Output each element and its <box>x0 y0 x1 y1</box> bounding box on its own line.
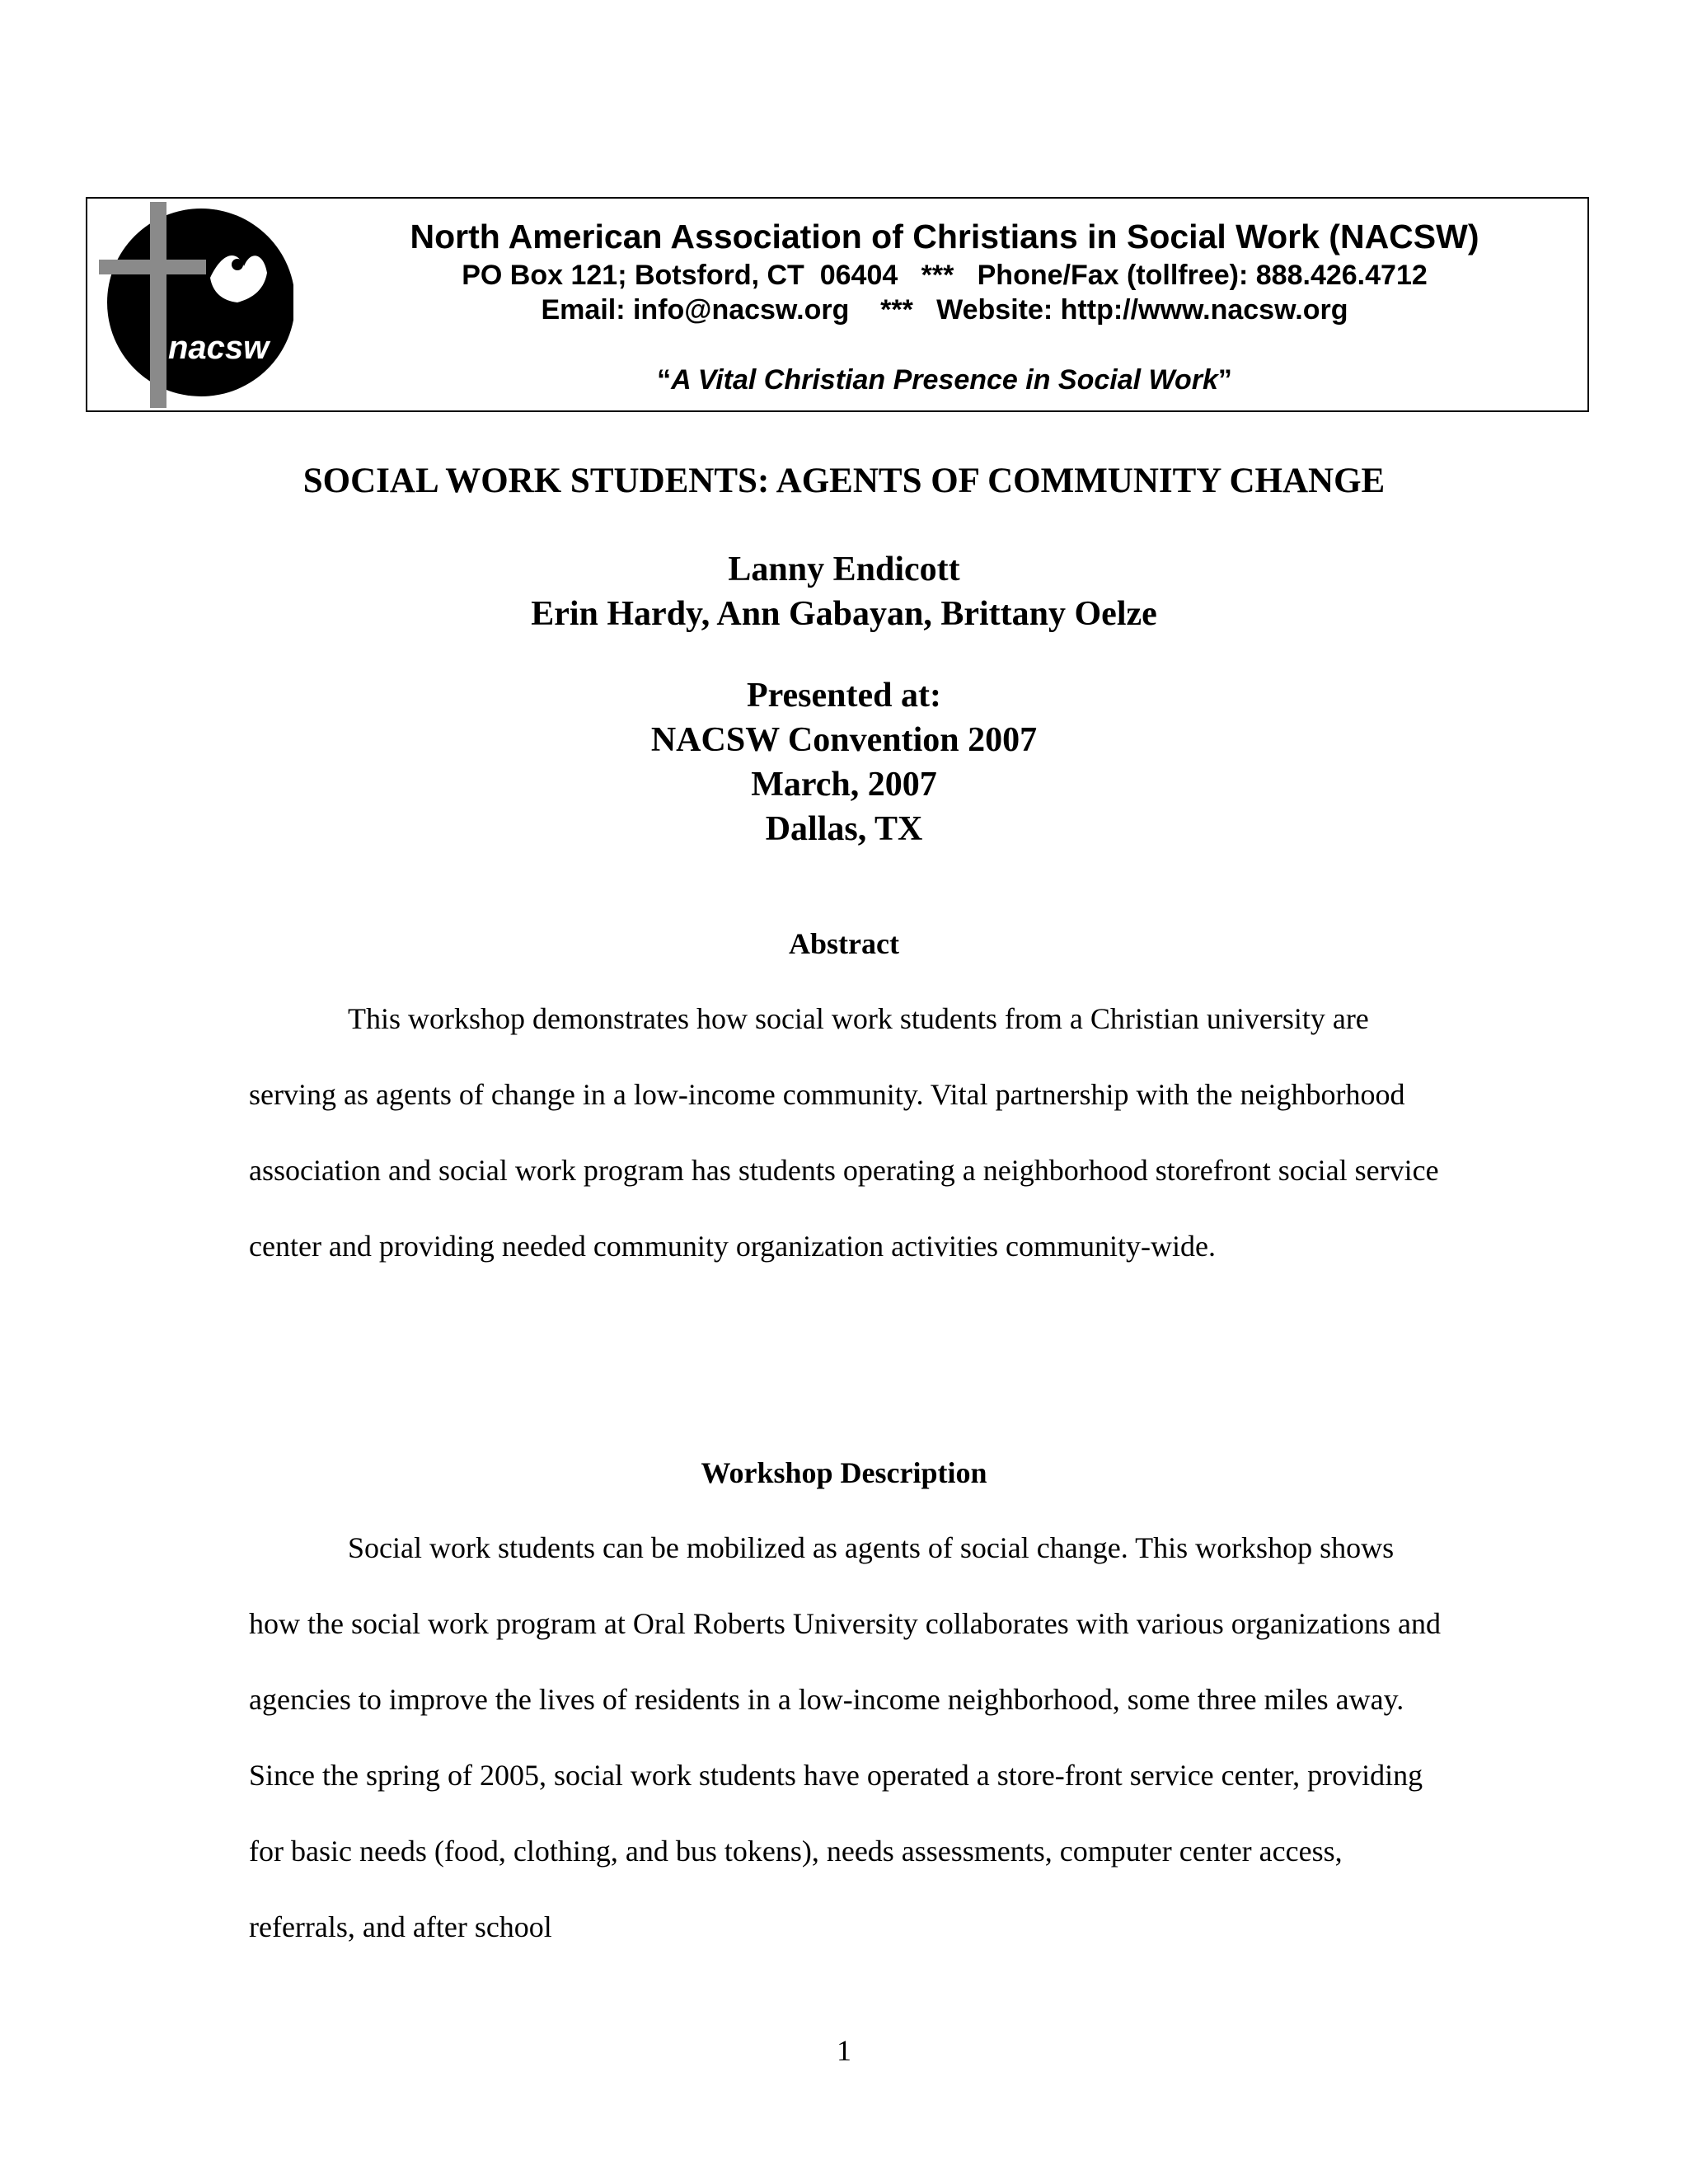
presentation-venue: NACSW Convention 2007 <box>650 721 1038 759</box>
motto-text: A Vital Christian Presence in Social Work <box>671 364 1218 396</box>
org-email-website: Email: info@nacsw.org *** Website: http://www.nacsw.org <box>541 294 1348 326</box>
abstract-heading: Abstract <box>789 927 899 960</box>
logo-wordmark: nacsw <box>168 330 270 366</box>
presented-label: Presented at: <box>747 677 941 715</box>
authors-secondary: Erin Hardy, Ann Gabayan, Brittany Oelze <box>531 595 1157 633</box>
org-info <box>302 199 1587 410</box>
document-title: SOCIAL WORK STUDENTS: AGENTS OF COMMUNITY CHANGE <box>302 462 1386 500</box>
author-primary: Lanny Endicott <box>728 551 960 588</box>
nacsw-header-box <box>86 197 1589 412</box>
org-motto <box>302 363 1587 396</box>
abstract-text: This workshop demonstrates how social work students from a Christian university are serving as agents of change in a low-income community. Vital partnership with the neighborhood association and social work program has students operating a neighborhood storefront social service center and providing needed community organization activities community-wide. <box>249 1002 1439 1263</box>
org-address-phone: PO Box 121; Botsford, CT 06404 *** Phone/Fax (tollfree): 888.426.4712 <box>462 260 1428 291</box>
nacsw-logo <box>99 202 293 408</box>
presentation-date: March, 2007 <box>751 766 937 804</box>
workshop-description-text: Social work students can be mobilized as agents of social change. This workshop shows how the social work program at Oral Roberts University collaborates with various organizations and agencies to improve the lives of residents in a low-income neighborhood, some three miles away. Since the spring of 2005, social work students have operated a store-front service center, providing for basic needs (food, clothing, and bus tokens), needs assessments, computer center access, referrals, and after school <box>249 1531 1441 1943</box>
org-name: North American Association of Christians in Social Work (NACSW) <box>410 218 1479 255</box>
page-number: 1 <box>837 2034 851 2067</box>
workshop-heading: Workshop Description <box>701 1456 987 1489</box>
motto-close-quote: ” <box>1217 364 1232 396</box>
presentation-location: Dallas, TX <box>765 810 923 848</box>
motto-open-quote: “ <box>657 364 672 396</box>
